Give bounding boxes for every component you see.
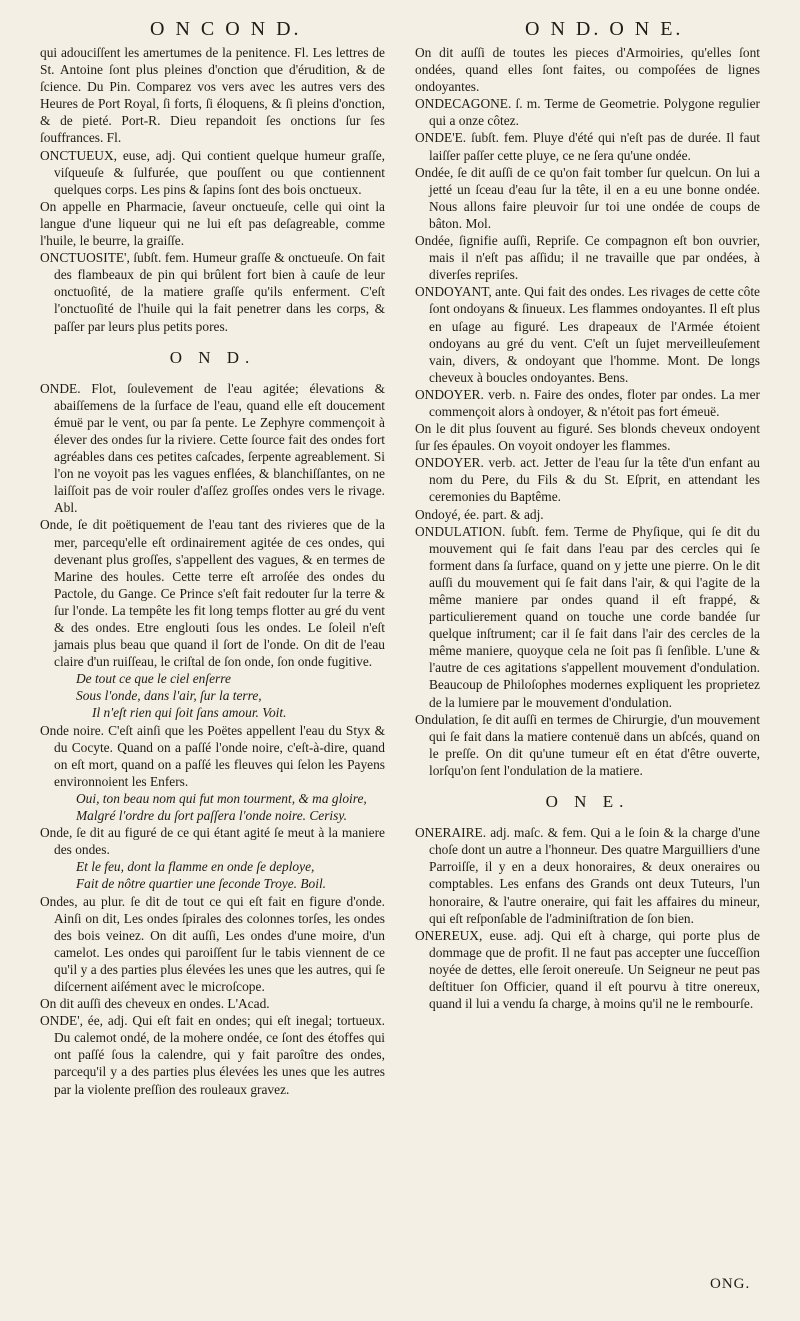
dictionary-entry: Onde noire. C'eſt ainſi que les Poëtes appellent l'eau du Styx & du Cocyte. Quand on a paſſé l'onde noire, c'eſt-à-dire, quand on eſt mort, quand on a paſſé les fleuves qui ſelon les Payens environnoient les Enfers. <box>40 722 385 789</box>
left-column <box>40 44 385 1098</box>
verse-line: Et le feu, dont la flamme en onde ſe deploye, <box>76 859 315 875</box>
verse-line: Fait de nôtre quartier une ſeconde Troye. Boil. <box>76 876 327 892</box>
right-column <box>415 44 760 1012</box>
dictionary-entry: Ondoyé, ée. part. & adj. <box>415 506 544 522</box>
verse-line: Sous l'onde, dans l'air, ſur la terre, <box>76 688 262 704</box>
section-heading: O N E. <box>545 792 630 812</box>
dictionary-entry: Ondée, ſe dit auſſi de ce qu'on fait tomber ſur quelcun. On lui a jetté un ſceau d'eau ſur la tête, il en a eu une bonne ondée. Nous allons faire pleuvoir ſur toi une ondée de coups de bâton. Mol. <box>415 164 760 231</box>
dictionary-entry: ONDE', ée, adj. Qui eſt fait en ondes; qui eſt inegal; tortueux. Du calemot ondé, de la mohere ondée, ce ſont des étoffes qui ont paſſé ſous la calendre, qui y fait paroître des ondes, parcequ'il y a des parties plus élevées les unes que les autres par la violente preſſion des rouleaux gravez. <box>40 1013 385 1097</box>
dictionary-entry: Onde, ſe dit au figuré de ce qui étant agité ſe meut à la maniere des ondes. <box>40 825 385 858</box>
verse-line: De tout ce que le ciel enſerre <box>76 671 231 687</box>
dictionary-entry: ONERAIRE. adj. maſc. & fem. Qui a le ſoin & la charge d'une choſe dont un autre a l'honneur. Des quatre Marguilliers d'une Parroiſſe, il y en a deux honoraires, & deux oneraires ou comptables. Les enfans des Grands ont deux Tuteurs, l'un honoraire, & l'autre oneraire, qui fait les affaires du mineur, qui eſt reſponſable de l'adminiſtration de ſon bien. <box>415 825 760 926</box>
dictionary-entry: Ondée, ſignifie auſſi, Repriſe. Ce compagnon eſt bon ouvrier, mais il n'eſt pas aſſidu; il ne travaille que par ondées, à diverſes repriſes. <box>415 233 760 283</box>
verse-line: Malgré l'ordre du ſort paſſera l'onde noire. Cerisy. <box>76 808 347 824</box>
paragraph: qui adouciſſent les amertumes de la penitence. Fl. Les lettres de St. Antoine ſont plus pleines d'onction que d'érudition, & de ſcience. Du Pin. Comparez vos vers avec les autres vers des Heures de Port Royal, ſi forts, ſi éloquens, & ſi pleins d'onction, & de pieté. Port-R. Dieu repandoit ſes onctions ſur ſes ſouffrances. Fl. <box>40 45 385 146</box>
paragraph: On appelle en Pharmacie, ſaveur onctueuſe, celle qui oint la langue d'une liqueur qui ne lui eſt pas deſagreable, comme l'huile, le beurre, la graiſſe. <box>40 198 385 249</box>
paragraph: On dit auſſi des cheveux en ondes. L'Acad. <box>40 996 270 1012</box>
paragraph: On le dit plus ſouvent au figuré. Ses blonds cheveux ondoyent ſur ſes épaules. On voyoit ondoyer les flammes. <box>415 421 760 454</box>
section-heading: O N D. <box>169 347 256 367</box>
dictionary-entry: ONDE. Flot, ſoulevement de l'eau agitée; élevations & abaiſſemens de la ſurface de l'eau, quand elle eſt doucement émuë par le vent, ou par ſa pente. Le Zephyre commençoit à élever des ondes ſur la riviere. Cette ſource fait des ondes fort agréables dans ces petites caſcades, ſerpente agreablement. Si l'on ne voyoit pas les vagues enflées, & blanchiſſantes, on ne laiſſoit pas de voir rouler d'aſſez groſſes ondes vers le rivage. Abl. <box>40 380 385 516</box>
dictionary-entry: ONDOYER. verb. n. Faire des ondes, floter par ondes. La mer commençoit alors à ondoyer, & n'étoit pas fort émeuë. <box>415 386 760 419</box>
verse-line: Oui, ton beau nom qui fut mon tourment, & ma gloire, <box>76 790 367 806</box>
dictionary-entry: ONDECAGONE. ſ. m. Terme de Geometrie. Polygone regulier qui a onze côtez. <box>415 96 760 129</box>
dictionary-entry: ONDOYANT, ante. Qui fait des ondes. Les rivages de cette côte ſont ondoyans & ſinueux. Les flammes ondoyantes. Il eſt plus en uſage au figuré. Les drapeaux de l'Armée étoient ondoyans au gré du vent. C'eſt un ſujet merveilleuſement vain, divers, & ondoyant que l'homme. Mont. De longs cheveux à boucles ondoyantes. Bens. <box>415 284 760 385</box>
dictionary-entry: Ondes, au plur. ſe dit de tout ce qui eſt fait en figure d'onde. Ainſi on dit, Les ondes ſpirales des colonnes torſes, les ondes des bois veinez. On dit auſſi, Les ondes d'une moire, d'un camelot. Les ondes qui paroiſſent ſur le tabis viennent de ce qu'il y a des parties plus élevées les unes que les autres, qui ſe diſcernent aiſément avec le microſcope. <box>40 893 385 994</box>
paragraph: On dit auſſi de toutes les pieces d'Armoiries, qu'elles ſont ondées, quand elles ſont faites, ou compoſées de lignes ondoyantes. <box>415 45 760 95</box>
dictionary-entry: ONEREUX, euse. adj. Qui eſt à charge, qui porte plus de dommage que de profit. Il ne faut pas accepter une ſucceſſion noyée de dettes, elle ſeroit onereuſe. Un Seigneur ne peut pas deſtituer ſon Officier, quand il eſt pourvu à titre onereux, quand il lui a vendu ſa charge, à moins qu'il ne le rembourſe. <box>415 927 760 1012</box>
running-header-right: O N D. O N E. <box>525 18 684 40</box>
dictionary-entry: Ondulation, ſe dit auſſi en termes de Chirurgie, d'un mouvement qui ſe fait dans la matiere contenuë dans un abſcés, quand on le preſſe. On dit qu'une tumeur eſt en état d'être ouverte, lorſqu'on ſent l'ondulation de la matiere. <box>415 711 760 778</box>
dictionary-entry: ONCTUOSITE', ſubſt. fem. Humeur graſſe & onctueuſe. On fait des flambeaux de pin qui brûlent fort bien à cauſe de leur onctuoſité, de la matiere graſſe qu'ils enferment. C'eſt l'onctuoſité de l'huile qui la fait penetrer dans les corps, & paſſer par leurs plus petits pores. <box>40 250 385 334</box>
verse-line: Il n'eſt rien qui ſoit ſans amour. Voit. <box>92 705 287 721</box>
running-header-left: O N C O N D. <box>150 18 302 40</box>
catchword: ONG. <box>710 1276 751 1292</box>
dictionary-entry: ONDOYER. verb. act. Jetter de l'eau ſur la tête d'un enfant au nom du Pere, du Fils & du St. Eſprit, en attendant les ceremonies du Baptême. <box>415 455 760 505</box>
dictionary-entry: ONDE'E. ſubſt. fem. Pluye d'été qui n'eſt pas de durée. Il faut laiſſer paſſer cette pluye, ce ne ſera qu'une ondée. <box>415 130 760 163</box>
dictionary-entry: ONCTUEUX, euse, adj. Qui contient quelque humeur graſſe, viſqueuſe & ſulfurée, que pouſſent ou que contiennent quelques corps. Les pins & ſapins ſont des bois onctueux. <box>40 147 385 197</box>
dictionary-entry: ONDULATION. ſubſt. fem. Terme de Phyſique, qui ſe dit du mouvement qui ſe fait dans l'eau par des cercles qui ſe forment dans ſa ſurface, quand on y jette une pierre. On le dit auſſi du mouvement qui ſe fait dans l'air, & qui l'agite de la même maniere par ondes quand il eſt frappé, & particulierement quand on touche une corde bandée ſur quelque inſtrument; car il ſe fait dans l'air des cercles de la même maniere, quoyque cela ne ſoit pas ſi ſenſible. L'une & l'autre de ces agitations s'appellent mouvement d'ondulation. Beaucoup de Philoſophes modernes expliquent les proprietez de la lumiere par le mouvement d'ondulation. <box>415 523 760 710</box>
dictionary-entry: Onde, ſe dit poëtiquement de l'eau tant des rivieres que de la mer, parcequ'elle eſt ordinairement agitée de ces ondes, qui devenant plus groſſes, s'appellent des vagues, & en termes de Marine des houles. Cette terre eſt arroſée des ondes du Pactole, du Gange. Ce Prince s'eſt fait redouter ſur la terre & ſur l'onde. La tempête les fit long temps flotter au gré du vent & des ondes. Etre englouti ſous les ondes. Le ſoleil n'eſt jamais plus beau que quand il ſort de l'onde. On dit de l'eau claire d'un ruiſſeau, le criſtal de ſon onde, ſon onde fugitive. <box>40 517 385 670</box>
